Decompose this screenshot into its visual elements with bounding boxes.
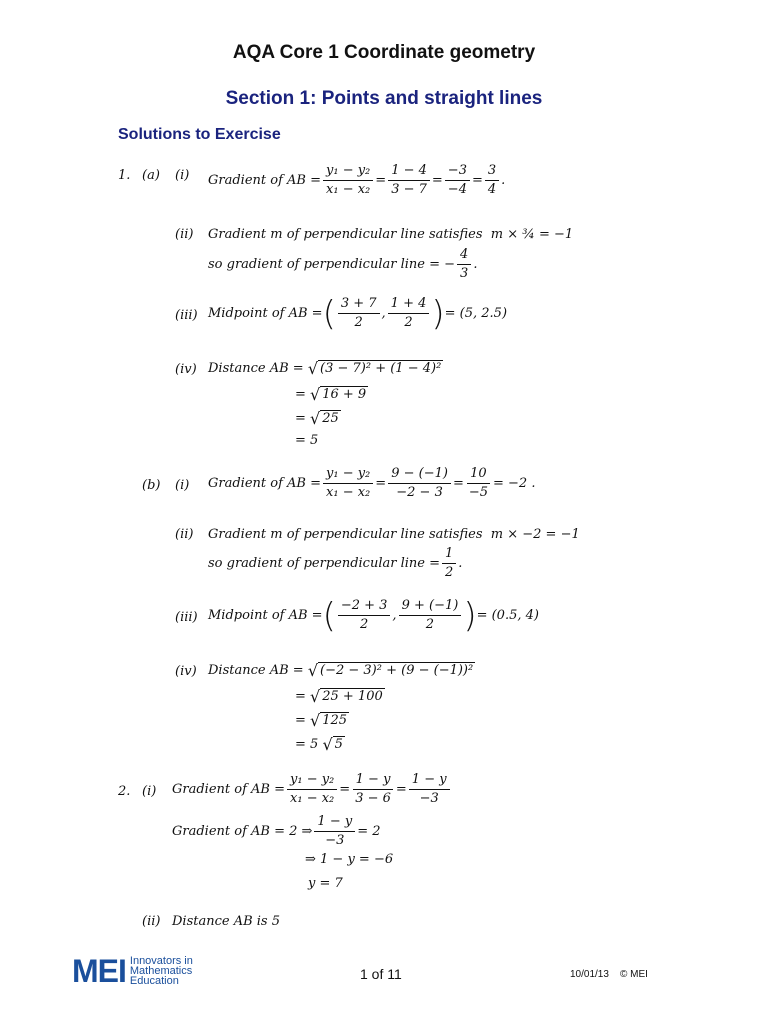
q1-part-b: (b) xyxy=(142,478,161,493)
q1a-iv-line3: = √ 25 xyxy=(295,409,339,428)
frac-num: 1 − y xyxy=(314,814,355,832)
radicand: 25 xyxy=(322,411,339,426)
q2-ii-label: (ii) xyxy=(142,914,161,929)
logo-line-2: Mathematics xyxy=(129,965,193,977)
frac-den: 3 xyxy=(460,266,469,281)
q1b-iv-coef: = 5 xyxy=(295,737,319,752)
q1b-iv-line2: = √ 25 + 100 xyxy=(295,687,383,706)
q1a-i-equation: Gradient of AB = $\frac{\text{y₁ − y₂}}{\text{x₁ − x₂}}$ = $\frac{1 - 4}{3 - 7}$ = $\frac{-3}{-4}$ = $\frac{3}{4}$ . xyxy=(208,163,506,197)
frac-num: y₁ − y₂ xyxy=(323,163,373,181)
q1a-iii-text: Midpoint of AB = xyxy=(208,306,323,321)
q1b-iv-line1 xyxy=(208,662,475,679)
q1a-iii-result: = (5, 2.5) xyxy=(444,306,508,321)
q2-number: 2. xyxy=(118,784,131,799)
frac-den: x₁ − x₂ xyxy=(326,182,371,197)
q1b-ii-text2: so gradient of perpendicular line = xyxy=(208,556,441,571)
q1b-ii-line1 xyxy=(208,527,580,542)
q1b-iii-equation: Midpoint of AB = ( $\frac{-2 + 3}{2}$ , $\frac{9 + (-1)}{2}$ ) = (0.5, 4) xyxy=(208,595,539,636)
left-paren: ( xyxy=(322,293,336,334)
q1b-iv-line4 xyxy=(295,736,345,753)
document-title: AQA Core 1 Coordinate geometry xyxy=(232,42,536,63)
frac-den: 2 xyxy=(425,617,435,632)
frac-den: −5 xyxy=(468,485,489,500)
logo-line-1: Innovators in xyxy=(129,955,193,967)
frac-num: 1 − y xyxy=(353,772,394,790)
frac-den: 4 xyxy=(487,182,497,197)
q1b-iii-text: Midpoint of AB = xyxy=(208,608,323,623)
frac-den: 2 xyxy=(404,315,413,330)
right-paren: ) xyxy=(463,595,477,636)
q1b-ii-eq: m × −2 = −1 xyxy=(490,527,580,542)
frac-num: 1 + 4 xyxy=(388,296,430,314)
q1b-iv-line3: = √ 125 xyxy=(295,711,348,730)
q1a-iv-line2: = √ 16 + 9 xyxy=(295,385,367,404)
frac-num: −3 xyxy=(445,163,470,181)
q1a-iv-label: (iv) xyxy=(175,362,197,377)
sqrt: √ (−2 − 3)² + (9 − (−1))² xyxy=(307,661,474,680)
q1a-ii-line2: so gradient of perpendicular line = − $\frac{4}{3}$ . xyxy=(208,247,478,281)
frac-num: 10 xyxy=(467,466,490,484)
frac-den: 3 − 7 xyxy=(391,182,427,197)
q1b-ii-text: Gradient m of perpendicular line satisfies xyxy=(208,527,483,542)
sqrt: √ 125 xyxy=(310,711,348,730)
frac-den: −2 − 3 xyxy=(396,485,443,500)
q1b-i-equation: Gradient of AB = $\frac{\text{y₁ − y₂}}{\text{x₁ − x₂}}$ = $\frac{9 - (-1)}{-2 - 3}$ = $\frac{10}{-5}$ = −2 . xyxy=(208,466,536,500)
q1a-iii-equation: Midpoint of AB = ( $\frac{3 + 7}{2}$ , $\frac{1 + 4}{2}$ ) = (5, 2.5) xyxy=(208,293,508,334)
q2-i-label: (i) xyxy=(142,784,157,799)
q1b-i-label: (i) xyxy=(175,478,190,493)
q1b-i-text: Gradient of AB = xyxy=(208,476,321,491)
q1a-iii-label: (iii) xyxy=(175,308,198,323)
q1a-ii-line1 xyxy=(208,227,573,242)
q2-i-line4: y = 7 xyxy=(308,876,343,891)
frac-den: 2 xyxy=(354,315,363,330)
frac-den: 2 xyxy=(359,617,369,632)
q1b-i-result: = −2 . xyxy=(493,476,536,491)
q1a-ii-text: Gradient m of perpendicular line satisfies xyxy=(208,227,483,242)
q2-i-line2-text: Gradient of AB = 2 ⇒ xyxy=(172,824,313,839)
frac-den: −4 xyxy=(447,182,467,197)
q1b-iv-label: (iv) xyxy=(175,664,197,679)
frac-num: 9 + (−1) xyxy=(399,598,462,616)
q1a-ii-eq: m × ¾ = −1 xyxy=(490,227,574,242)
q2-ii-text: Distance AB is 5 xyxy=(172,914,281,929)
frac-num: y₁ − y₂ xyxy=(323,466,373,484)
mei-logo-mark: MEI xyxy=(72,953,126,989)
frac-den: x₁ − x₂ xyxy=(290,791,335,806)
frac-num: y₁ − y₂ xyxy=(287,772,337,790)
frac-num: 3 xyxy=(485,163,499,181)
frac-den: x₁ − x₂ xyxy=(326,485,371,500)
section-heading: Section 1: Points and straight lines xyxy=(225,88,543,109)
q2-i-line3: ⇒ 1 − y = −6 xyxy=(305,852,394,867)
q2-i-line2 xyxy=(172,814,381,849)
q1a-iv-text: Distance AB = xyxy=(208,361,304,376)
frac-den: −3 xyxy=(325,833,345,848)
q1b-iii-result: = (0.5, 4) xyxy=(476,608,539,623)
logo-line-3: Education xyxy=(129,975,179,987)
q1a-iv-line4: = 5 xyxy=(295,433,319,448)
q1a-i-text: Gradient of AB = xyxy=(208,173,321,188)
sqrt: √ 25 + 100 xyxy=(310,687,383,706)
q1a-ii-text2: so gradient of perpendicular line = − xyxy=(208,257,456,272)
radicand: 25 + 100 xyxy=(322,689,383,704)
q1a-ii-label: (ii) xyxy=(175,227,194,242)
mei-logo xyxy=(72,955,193,987)
footer-date: 10/01/13 xyxy=(570,969,609,980)
frac-num: 9 − (−1) xyxy=(388,466,451,484)
exercise-subtitle: Solutions to Exercise xyxy=(118,126,281,143)
frac-den: −3 xyxy=(419,791,439,806)
sqrt: √ 16 + 9 xyxy=(310,385,367,404)
left-paren: ( xyxy=(322,595,336,636)
q1b-ii-label: (ii) xyxy=(175,527,194,542)
frac-den: 3 − 6 xyxy=(355,791,391,806)
q1a-iv-line1 xyxy=(208,360,443,377)
right-paren: ) xyxy=(431,293,445,334)
q1b-ii-line2: so gradient of perpendicular line = $\frac{1}{2}$ . xyxy=(208,546,463,580)
q2-i-equation: Gradient of AB = $\frac{\text{y₁ − y₂}}{\text{x₁ − x₂}}$ = $\frac{1 - y}{3 - 6}$ = $\frac{1 - y}{-3}$ xyxy=(172,772,452,807)
sqrt: √ 5 xyxy=(322,735,343,754)
sqrt: √ 25 xyxy=(310,409,339,428)
frac-num: 1 − y xyxy=(409,772,450,790)
sqrt: √ (3 − 7)² + (1 − 4)² xyxy=(307,359,442,378)
frac-num: 3 + 7 xyxy=(338,296,380,314)
page-number: 1 of 11 xyxy=(360,966,402,982)
radicand: 16 + 9 xyxy=(322,387,367,402)
frac-num: 1 − 4 xyxy=(388,163,430,181)
mei-logo-tagline xyxy=(130,956,193,986)
q1-part-a: (a) xyxy=(142,168,160,183)
radicand: 125 xyxy=(322,713,348,728)
frac-num: −2 + 3 xyxy=(338,598,391,616)
q1b-iv-text: Distance AB = xyxy=(208,663,304,678)
radicand: (3 − 7)² + (1 − 4)² xyxy=(320,361,442,376)
q2-i-eq2: = 2 xyxy=(357,824,381,839)
footer-copyright: © MEI xyxy=(620,969,648,980)
q1b-iii-label: (iii) xyxy=(175,610,198,625)
q1-number: 1. xyxy=(118,168,131,183)
frac-den: 2 xyxy=(445,565,454,580)
radicand: (−2 − 3)² + (9 − (−1))² xyxy=(320,663,474,678)
q1a-i-label: (i) xyxy=(175,168,190,183)
frac-num: 1 xyxy=(442,546,456,564)
frac-num: 4 xyxy=(457,247,471,265)
q2-i-text: Gradient of AB = xyxy=(172,782,285,797)
radicand: 5 xyxy=(334,737,343,752)
